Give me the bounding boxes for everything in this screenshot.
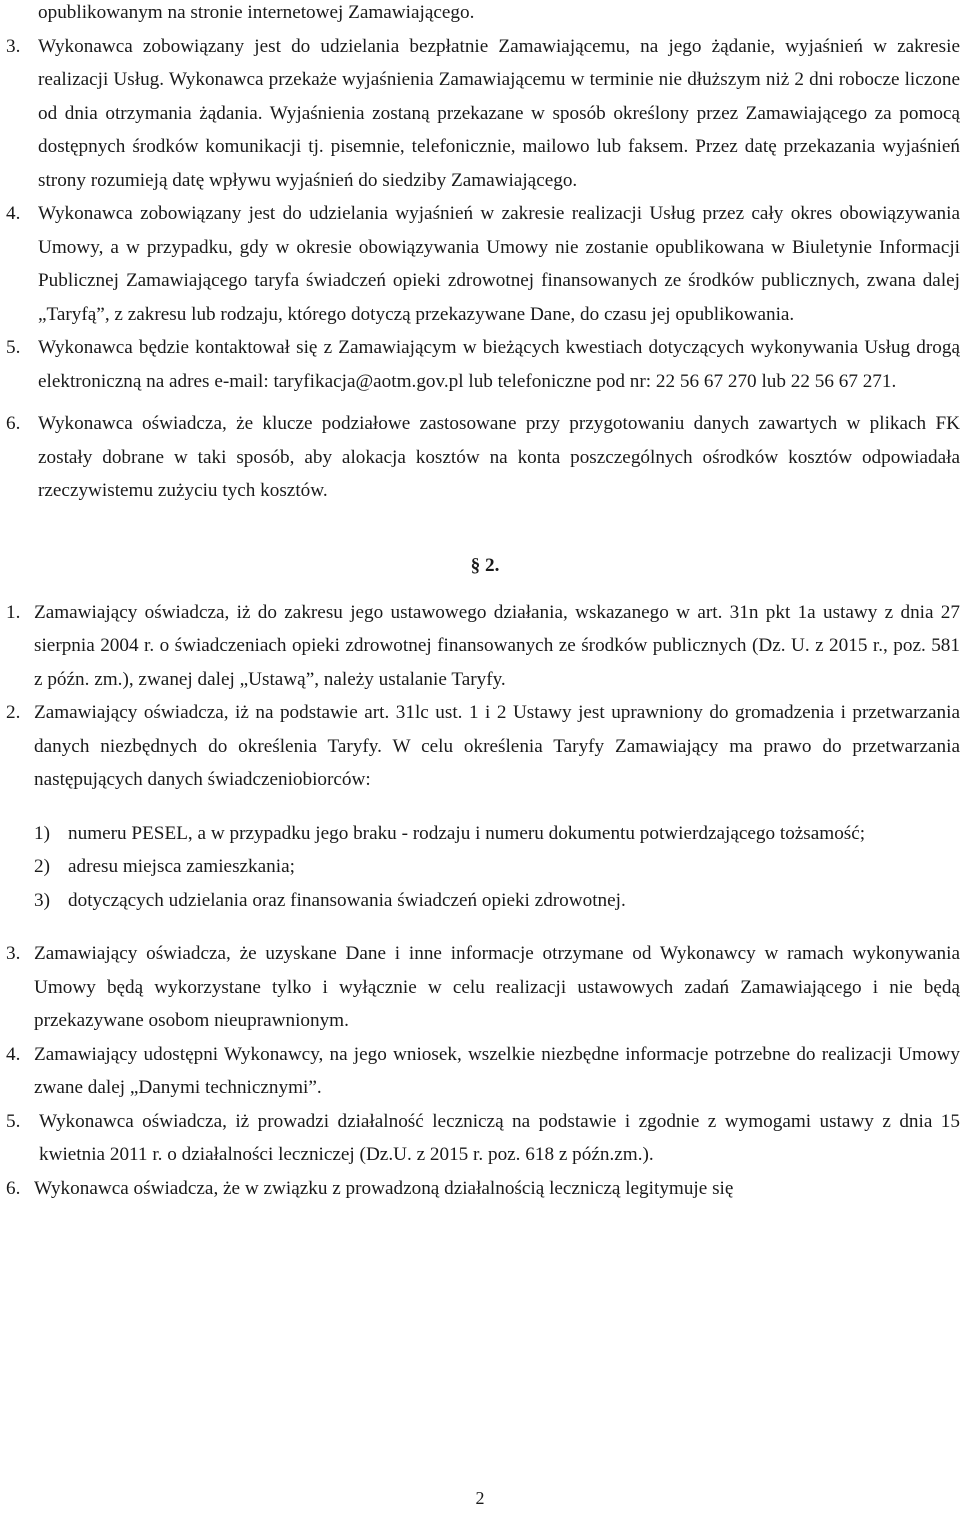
item-number: 5. — [6, 337, 21, 358]
list-number: 2) — [34, 856, 50, 877]
list-text: adresu miejsca zamieszkania; — [68, 856, 295, 877]
carryover-text: opublikowanym na stronie internetowej Zamawiającego. — [38, 2, 475, 23]
paragraph-2-item-6 — [0, 1172, 960, 1206]
paragraph-2-item-1 — [0, 596, 960, 697]
list-text: dotyczących udzielania oraz finansowania świadczeń opieki zdrowotnej. — [68, 889, 626, 911]
list-text: numeru PESEL, a w przypadku jego braku - rodzaju i numeru dokumentu potwierdzającego tożsamość; — [68, 822, 866, 844]
item-number: 5. — [6, 1110, 21, 1132]
list-item-3 — [0, 884, 960, 918]
item-number: 6. — [6, 1177, 21, 1199]
item-text: Wykonawca oświadcza, że klucze podziałowe zastosowane przy przygotowaniu danych zawartych w plikach FK zostały dobrane w taki sposób, aby alokacja kosztów na konta poszczególnych ośrodków kosztów odpowiadała rzeczywistemu zużyciu tych kosztów. — [38, 413, 960, 501]
item-text: Zamawiający oświadcza, iż na podstawie art. 31lc ust. 1 i 2 Ustawy jest uprawniony do gromadzenia i przetwarzania danych niezbędnych do określenia Taryfy. W celu określenia Taryfy Zamawiający ma prawo do przetwarzania następujących danych świadczeniobiorców: — [34, 702, 960, 790]
paragraph-2-item-5 — [0, 1105, 960, 1172]
item-text: Zamawiający oświadcza, że uzyskane Dane i inne informacje otrzymane od Wykonawcy w ramach wykonywania Umowy będą wykorzystane tylko i wyłącznie w celu realizacji ustawowych zadań Zamawiającego i nie będą przekazywane osobom nieuprawnionym. — [34, 943, 960, 1031]
item-text: Wykonawca zobowiązany jest do udzielania wyjaśnień w zakresie realizacji Usług przez cały okres obowiązywania Umowy, a w przypadku, gdy w okresie obowiązywania Umowy nie zostanie opublikowana w Biuletynie Informacji Publicznej Zamawiającego taryfa świadczeń opieki zdrowotnej finansowanych ze środków publicznych, zwana dalej „Taryfą”, z zakresu lub rodzaju, którego dotyczą przekazywane Dane, do czasu jej opublikowania. — [38, 203, 960, 325]
list-number: 1) — [34, 822, 50, 844]
paragraph-1-item-5 — [0, 331, 960, 398]
item-number: 2. — [6, 702, 21, 723]
item-text: Zamawiający oświadcza, iż do zakresu jego ustawowego działania, wskazanego w art. 31n pkt 1a ustawy z dnia 27 sierpnia 2004 r. o świadczeniach opieki zdrowotnej finansowanych ze środków publicznych (Dz. U. z 2015 r., poz. 581 z późn. zm.), zwanej dalej „Ustawą”, należy ustalanie Taryfy. — [34, 601, 960, 690]
item-text: Wykonawca oświadcza, iż prowadzi działalność leczniczą na podstawie i zgodnie z wymogami ustawy z dnia 15 kwietnia 2011 r. o działalności leczniczej (Dz.U. z 2015 r. poz. 618 z późn.zm.). — [39, 1110, 960, 1165]
list-item-1 — [0, 817, 960, 851]
paragraph-1-item-4 — [0, 197, 960, 331]
section-heading: § 2. — [470, 554, 500, 576]
item-number: 3. — [6, 35, 21, 57]
item-number: 1. — [6, 601, 21, 623]
item-number: 4. — [6, 203, 21, 224]
list-item-2 — [0, 850, 960, 884]
carryover-paragraph — [0, 0, 960, 30]
item-text: Zamawiający udostępni Wykonawcy, na jego wniosek, wszelkie niezbędne informacje potrzebne do realizacji Umowy zwane dalej „Danymi technicznymi”. — [34, 1043, 960, 1098]
item-text: Wykonawca będzie kontaktował się z Zamawiającym w bieżących kwestiach dotyczących wykonywania Usług drogą elektroniczną na adres e-mail: taryfikacja@aotm.gov.pl lub telefoniczne pod nr: 22 56 67 270 lub 22 56 67 271. — [38, 337, 960, 392]
paragraph-1-item-3 — [0, 30, 960, 198]
item-number: 4. — [6, 1043, 21, 1065]
item-text: Wykonawca oświadcza, że w związku z prowadzoną działalnością leczniczą legitymuje się — [34, 1177, 734, 1199]
paragraph-1-item-6 — [0, 407, 960, 508]
item-number: 6. — [6, 413, 21, 434]
page-number: 2 — [475, 1488, 485, 1508]
list-number: 3) — [34, 889, 50, 911]
item-number: 3. — [6, 943, 21, 964]
item-text: Wykonawca zobowiązany jest do udzielania bezpłatnie Zamawiającemu, na jego żądanie, wyjaśnień w zakresie realizacji Usług. Wykonawca przekaże wyjaśnienia Zamawiającemu w terminie nie dłuższym niż 2 dni robocze liczone od dnia otrzymania żądania. Wyjaśnienia zostaną przekazane w sposób określony przez Zamawiającego za pomocą dostępnych środków komunikacji tj. pisemnie, telefonicznie, mailowo lub faksem. Przez datę przekazania wyjaśnień strony rozumieją datę wpływu wyjaśnień do siedziby Zamawiającego. — [38, 35, 960, 191]
paragraph-2-item-2 — [0, 696, 960, 797]
paragraph-2-item-4 — [0, 1038, 960, 1105]
paragraph-2-item-3 — [0, 937, 960, 1038]
